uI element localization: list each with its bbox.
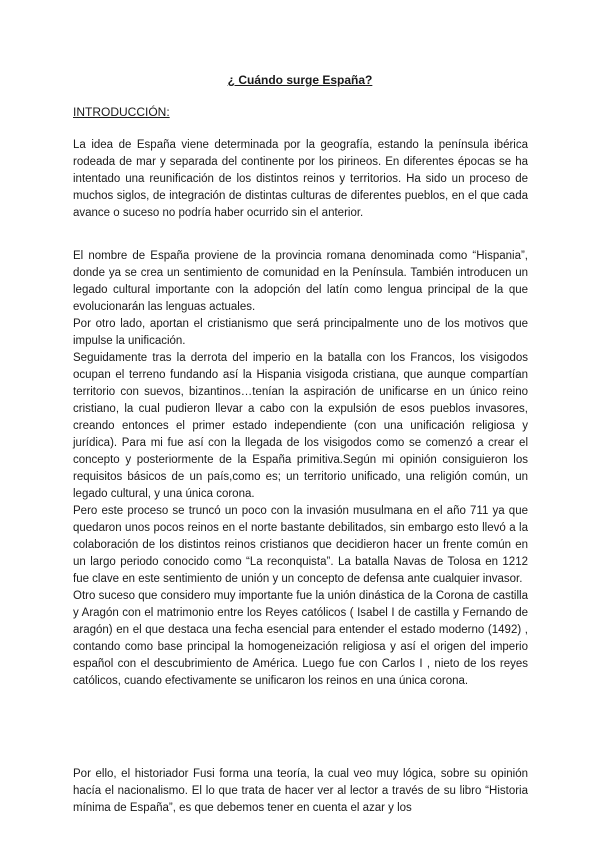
section-heading: INTRODUCCIÓN:: [73, 105, 170, 119]
paragraph: El nombre de España proviene de la provincia romana denominada como “Hispania”, donde ya se crea un sentimiento de comunidad en la Península. También introducen un legado cultural importante con la adopción del latín como lengua principal de la que evolucionarán las lenguas actuales.: [73, 250, 528, 313]
paragraph: Seguidamente tras la derrota del imperio en la batalla con los Francos, los visigodos ocupan el terreno fundando así la Hispania visigoda cristiana, que aunque compartían territorio con suevos, bizantinos…tenían la aspiración de unificarse en un único reino cristiano, la cual pudieron llevar a cabo con la expulsión de esos pueblos invasores, creando entonces el primer estado independiente (con una unificación religiosa y jurídica). Para mi fue así con la llegada de los visigodos como se comenzó a crear el concepto y posteriormente de la España primitiva.Según mi opinión consiguieron los requisitos básicos de un país,como es; un territorio unificado, una religión común, un legado cultural, y una única corona.: [73, 352, 528, 500]
paragraph: Otro suceso que considero muy importante fue la unión dinástica de la Corona de castilla y Aragón con el matrimonio entre los Reyes católicos ( Isabel I de castilla y Fernando de aragón) en el que destaca una fecha esencial para entender el estado moderno (1492) , contando como base principal la homogeneización religiosa y así el origen del imperio español con el descubrimiento de América. Luego fue con Carlos I , nieto de los reyes católicos, cuando efectivamente se unificaron los reinos en una única corona.: [73, 590, 528, 687]
paragraph-block-2: [73, 248, 528, 690]
paragraph-block-1: [73, 137, 528, 222]
paragraph: Pero este proceso se truncó un poco con la invasión musulmana en el año 711 ya que quedaron unos pocos reinos en el norte bastante debilitados, sin embargo esto llevó a la colaboración de los distintos reinos cristianos que decidieron hacer un frente común en un largo periodo conocido como “La reconquista”. La batalla Navas de Tolosa en 1212 fue clave en este sentimiento de unión y un concepto de defensa ante cualquier invasor.: [73, 505, 528, 585]
paragraph: La idea de España viene determinada por la geografía, estando la península ibérica rodeada de mar y separada del continente por los pirineos. En diferentes épocas se ha intentado una reunificación de los distintos reinos y territorios. Ha sido un proceso de muchos siglos, de integración de distintas culturas de diferentes pueblos, en el que cada avance o suceso no podría haber ocurrido sin el anterior.: [73, 139, 528, 219]
paragraph: Por otro lado, aportan el cristianismo que será principalmente uno de los motivos que impulse la unificación.: [73, 318, 528, 347]
paragraph-block-3: [73, 766, 528, 817]
document-title: ¿ Cuándo surge España?: [227, 73, 373, 87]
paragraph: Por ello, el historiador Fusi forma una teoría, la cual veo muy lógica, sobre su opinión hacía el nacionalismo. El lo que trata de hacer ver al lector a través de su libro “Historia mínima de España”, es que debemos tener en cuenta el azar y los: [73, 768, 528, 814]
